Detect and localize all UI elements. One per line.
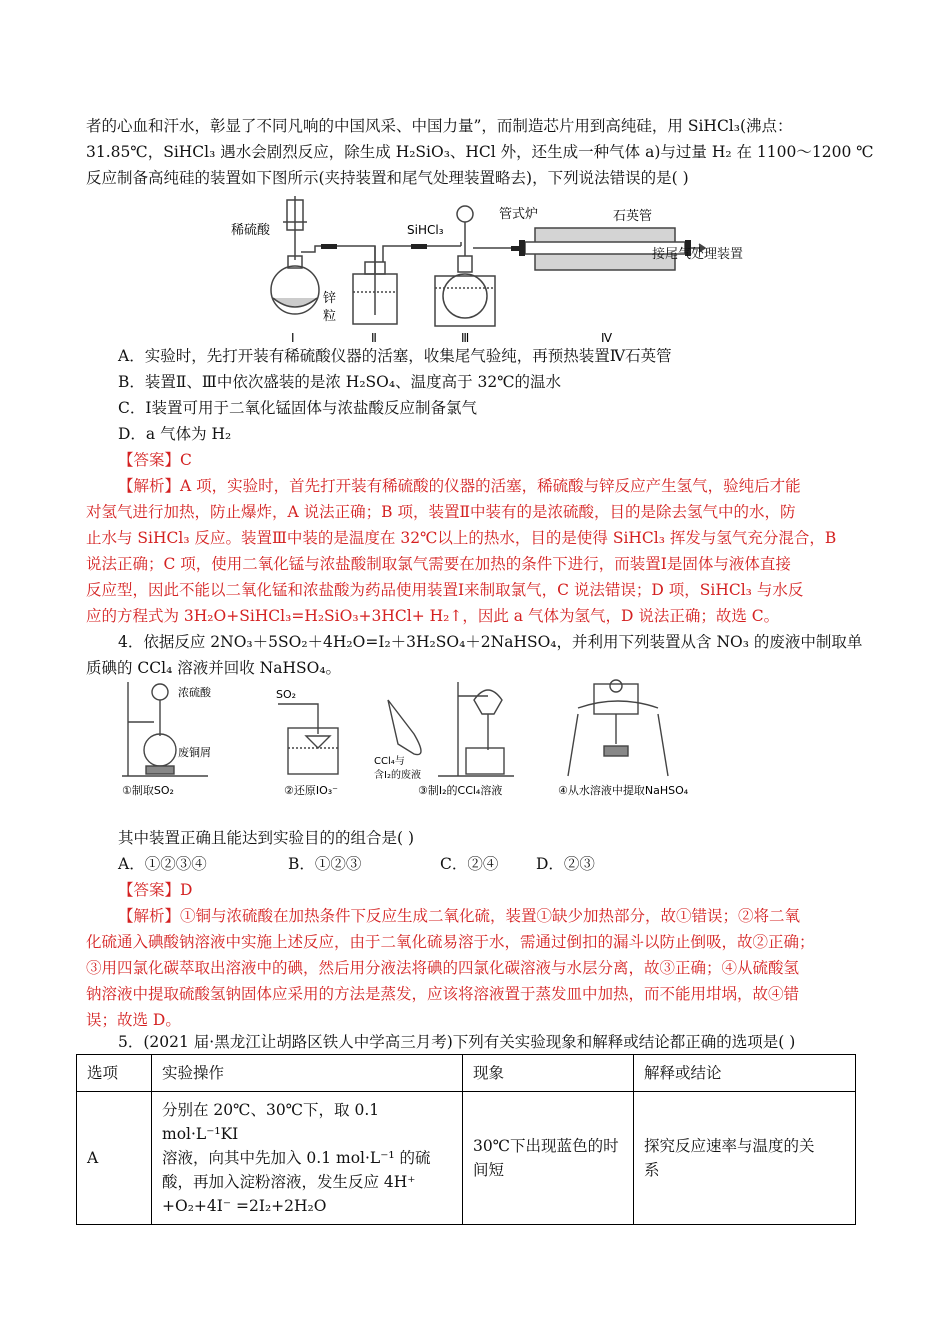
q5-table (76, 1054, 856, 1225)
label-apparatus-3: Ⅲ (461, 331, 470, 345)
caption-1: ①制取SO₂ (122, 784, 174, 797)
table-row (77, 1092, 856, 1225)
q4-question: 其中装置正确且能达到实验目的的组合是( ) (118, 829, 415, 847)
label-zinc-2: 粒 (323, 309, 337, 324)
label-so2: SO₂ (276, 688, 297, 701)
op-line-2: 溶液，向其中先加入 0.1 mol·L⁻¹ 的硫 (162, 1149, 431, 1167)
apparatus-figure-2 (118, 674, 718, 802)
q3-analysis-3: 止水与 SiHCl₃ 反应。装置Ⅲ中装的是温度在 32℃以上的热水，目的是使得 SiHCl₃ 挥发与氢气充分混合，B (86, 529, 837, 547)
label-ccl4-1: CCl₄与 (374, 756, 405, 767)
label-quartz-tube: 石英管 (613, 209, 653, 224)
header-option: 选项 (77, 1055, 152, 1092)
intro-line-3: 反应制备高纯硅的装置如下图所示(夹持装置和尾气处理装置略去)，下列说法错误的是( ) (86, 169, 689, 187)
label-apparatus-4: Ⅳ (601, 331, 613, 345)
q4-analysis-1: 【解析】①铜与浓硫酸在加热条件下反应生成二氧化硫，装置①缺少加热部分，故①错误；②将二氧 (118, 907, 801, 925)
row-operation (152, 1092, 463, 1225)
caption-4: ④从水溶液中提取NaHSO₄ (558, 784, 689, 797)
q4-option-c: C．②④ (440, 855, 499, 873)
row-conclusion (634, 1092, 856, 1225)
caption-2: ②还原IO₃⁻ (284, 784, 338, 797)
q3-analysis-2: 对氢气进行加热，防止爆炸，A 说法正确；B 项，装置Ⅱ中装有的是浓硫酸，目的是除去氢气中的水，防 (86, 503, 796, 521)
q4-option-b: B．①②③ (288, 855, 362, 873)
label-sihcl3: SiHCl₃ (407, 223, 444, 237)
q3-analysis-6: 应的方程式为 3H₂O+SiHCl₃=H₂SiO₃+3HCl+ H₂↑，因此 a 气体为氢气，D 说法正确；故选 C。 (86, 607, 780, 625)
label-tube-furnace: 管式炉 (499, 207, 539, 222)
q3-option-b: B．装置Ⅱ、Ⅲ中依次盛装的是浓 H₂SO₄、温度高于 32℃的温水 (118, 373, 562, 391)
ex-line-2: 系 (644, 1161, 660, 1179)
label-apparatus-2: Ⅱ (371, 331, 377, 345)
q3-analysis-5: 反应型，因此不能以二氧化锰和浓盐酸为药品使用装置Ⅰ来制取氯气，C 说法错误；D 项，SiHCl₃ 与水反 (86, 581, 804, 599)
q3-option-c: C．Ⅰ装置可用于二氧化锰固体与浓盐酸反应制备氯气 (118, 399, 477, 417)
q4-option-a: A．①②③④ (118, 855, 207, 873)
row-option: A (77, 1092, 152, 1225)
q3-analysis-4: 说法正确；C 项，使用二氧化锰与浓盐酸制取氯气需要在加热的条件下进行，而装置Ⅰ是固体与液体直接 (86, 555, 791, 573)
q4-answer: 【答案】D (118, 881, 193, 899)
q3-option-a: A．实验时，先打开装有稀硫酸仪器的活塞，收集尾气验纯，再预热装置Ⅳ石英管 (118, 347, 672, 365)
ex-line-1: 探究反应速率与温度的关 (644, 1137, 815, 1155)
apparatus-figure-1 (225, 190, 765, 350)
q3-option-d: D．a 气体为 H₂ (118, 425, 232, 443)
label-apparatus-1: Ⅰ (291, 331, 295, 345)
op-line-1: 分别在 20℃、30℃下，取 0.1 mol·L⁻¹KI (162, 1101, 380, 1143)
table-header-row (77, 1055, 856, 1092)
intro-line-2: 31.85℃，SiHCl₃ 遇水会剧烈反应，除生成 H₂SiO₃、HCl 外，还生成一种气体 a)与过量 H₂ 在 1100～1200 ℃ (86, 143, 874, 161)
q4-line-2: 质碘的 CCl₄ 溶液并回收 NaHSO₄。 (86, 659, 342, 677)
intro-line-1: 者的心血和汗水，彰显了不同凡响的中国风采、中国力量”，而制造芯片用到高纯硅，用 SiHCl₃(沸点： (86, 117, 793, 135)
label-ccl4-2: 含I₂的废液 (374, 770, 421, 781)
q4-analysis-2: 化硫通入碘酸钠溶液中实施上述反应，由于二氧化硫易溶于水，需通过倒扣的漏斗以防止倒吸，故②正确； (86, 933, 815, 951)
ph-line-1: 30℃下出现蓝色的时 (473, 1137, 619, 1155)
caption-3: ③制I₂的CCl₄溶液 (418, 784, 503, 797)
row-phenomenon (463, 1092, 634, 1225)
q3-analysis-1: 【解析】A 项，实验时，首先打开装有稀硫酸的仪器的活塞，稀硫酸与锌反应产生氢气，验纯后才能 (118, 477, 801, 495)
op-line-4: +O₂+4I⁻ =2I₂+2H₂O (162, 1197, 327, 1215)
label-conc-acid: 浓硫酸 (178, 686, 211, 699)
label-zinc-1: 锌 (323, 291, 337, 306)
header-phenomenon: 现象 (463, 1055, 634, 1092)
label-dilute-acid: 稀硫酸 (231, 223, 271, 238)
op-line-3: 酸，再加入淀粉溶液，发生反应 4H⁺ (162, 1173, 416, 1191)
q4-analysis-5: 误；故选 D。 (86, 1011, 181, 1029)
q5-line: 5．(2021 届·黑龙江让胡路区铁人中学高三月考)下列有关实验现象和解释或结论都正确的选项是( ) (118, 1033, 796, 1051)
q4-analysis-4: 钠溶液中提取硫酸氢钠固体应采用的方法是蒸发，应该将溶液置于蒸发皿中加热，而不能用坩埚，故④错 (86, 985, 800, 1003)
header-operation: 实验操作 (152, 1055, 463, 1092)
q4-analysis-3: ③用四氯化碳萃取出溶液中的碘，然后用分液法将碘的四氯化碳溶液与水层分离，故③正确；④从硫酸氢 (86, 959, 800, 977)
label-copper-scraps: 废铜屑 (178, 746, 211, 759)
q4-line-1: 4．依据反应 2NO₃＋5SO₂＋4H₂O=I₂＋3H₂SO₄＋2NaHSO₄，并利用下列装置从含 NO₃ 的废液中制取单 (118, 633, 863, 651)
header-conclusion: 解释或结论 (634, 1055, 856, 1092)
ph-line-2: 间短 (473, 1161, 505, 1179)
label-exhaust-text: 接尾气处理装置 (652, 247, 744, 262)
q4-option-d: D．②③ (536, 855, 595, 873)
q3-answer: 【答案】C (118, 451, 192, 469)
